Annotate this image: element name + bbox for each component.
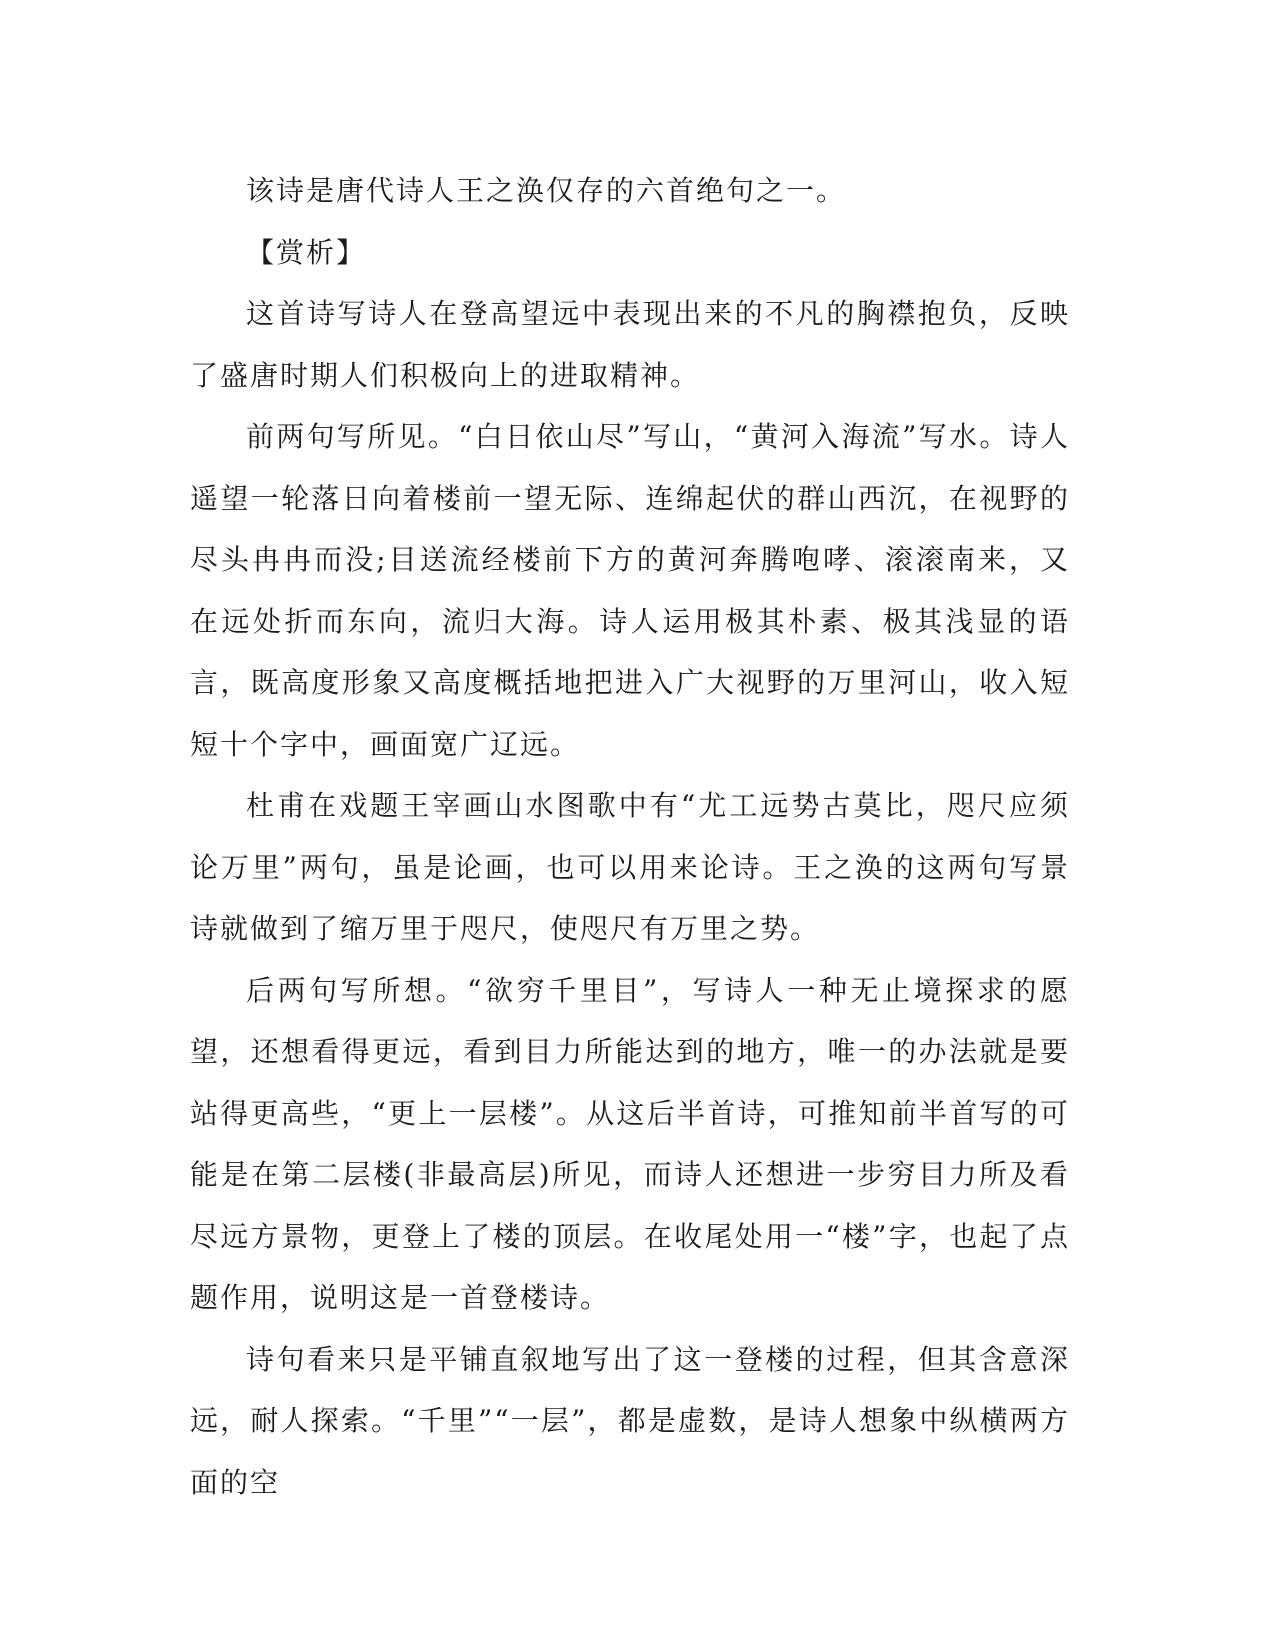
paragraph-last-two-lines: 后两句写所想。“欲穷千里目”，写诗人一种无止境探求的愿望，还想看得更远，看到目力所能达到的地方，唯一的办法就是要站得更高些，“更上一层楼”。从这后半首诗，可推知前半首写的可能是在第二层楼(非最高层)所见，而诗人还想进一步穷目力所及看尽远方景物，更登上了楼的顶层。在收尾处用一“楼”字，也起了点题作用，说明这是一首登楼诗。 bbox=[190, 973, 1070, 1314]
section-heading-appreciation: 【赏析】 bbox=[246, 235, 367, 269]
intro-paragraph: 该诗是唐代诗人王之涣仅存的六首绝句之一。 bbox=[246, 174, 847, 207]
paragraph-meaning: 诗句看来只是平铺直叙地写出了这一登楼的过程，但其含意深远，耐人探索。“千里”“一层”，都是虚数，是诗人想象中纵横两方面的空 bbox=[190, 1342, 1070, 1499]
paragraph-du-fu-quote: 杜甫在戏题王宰画山水图歌中有“尤工远势古莫比，咫尺应须论万里”两句，虽是论画，也可以用来论诗。王之涣的这两句写景诗就做到了缩万里于咫尺，使咫尺有万里之势。 bbox=[190, 789, 1070, 945]
paragraph-summary: 这首诗写诗人在登高望远中表现出来的不凡的胸襟抱负，反映了盛唐时期人们积极向上的进取精神。 bbox=[190, 297, 1070, 392]
document-body bbox=[190, 160, 1070, 1513]
paragraph-first-two-lines: 前两句写所见。“白日依山尽”写山，“黄河入海流”写水。诗人遥望一轮落日向着楼前一望无际、连绵起伏的群山西沉，在视野的尽头冉冉而没;目送流经楼前下方的黄河奔腾咆哮、滚滚南来，又在远处折而东向，流归大海。诗人运用极其朴素、极其浅显的语言，既高度形象又高度概括地把进入广大视野的万里河山，收入短短十个字中，画面宽广辽远。 bbox=[190, 420, 1070, 761]
